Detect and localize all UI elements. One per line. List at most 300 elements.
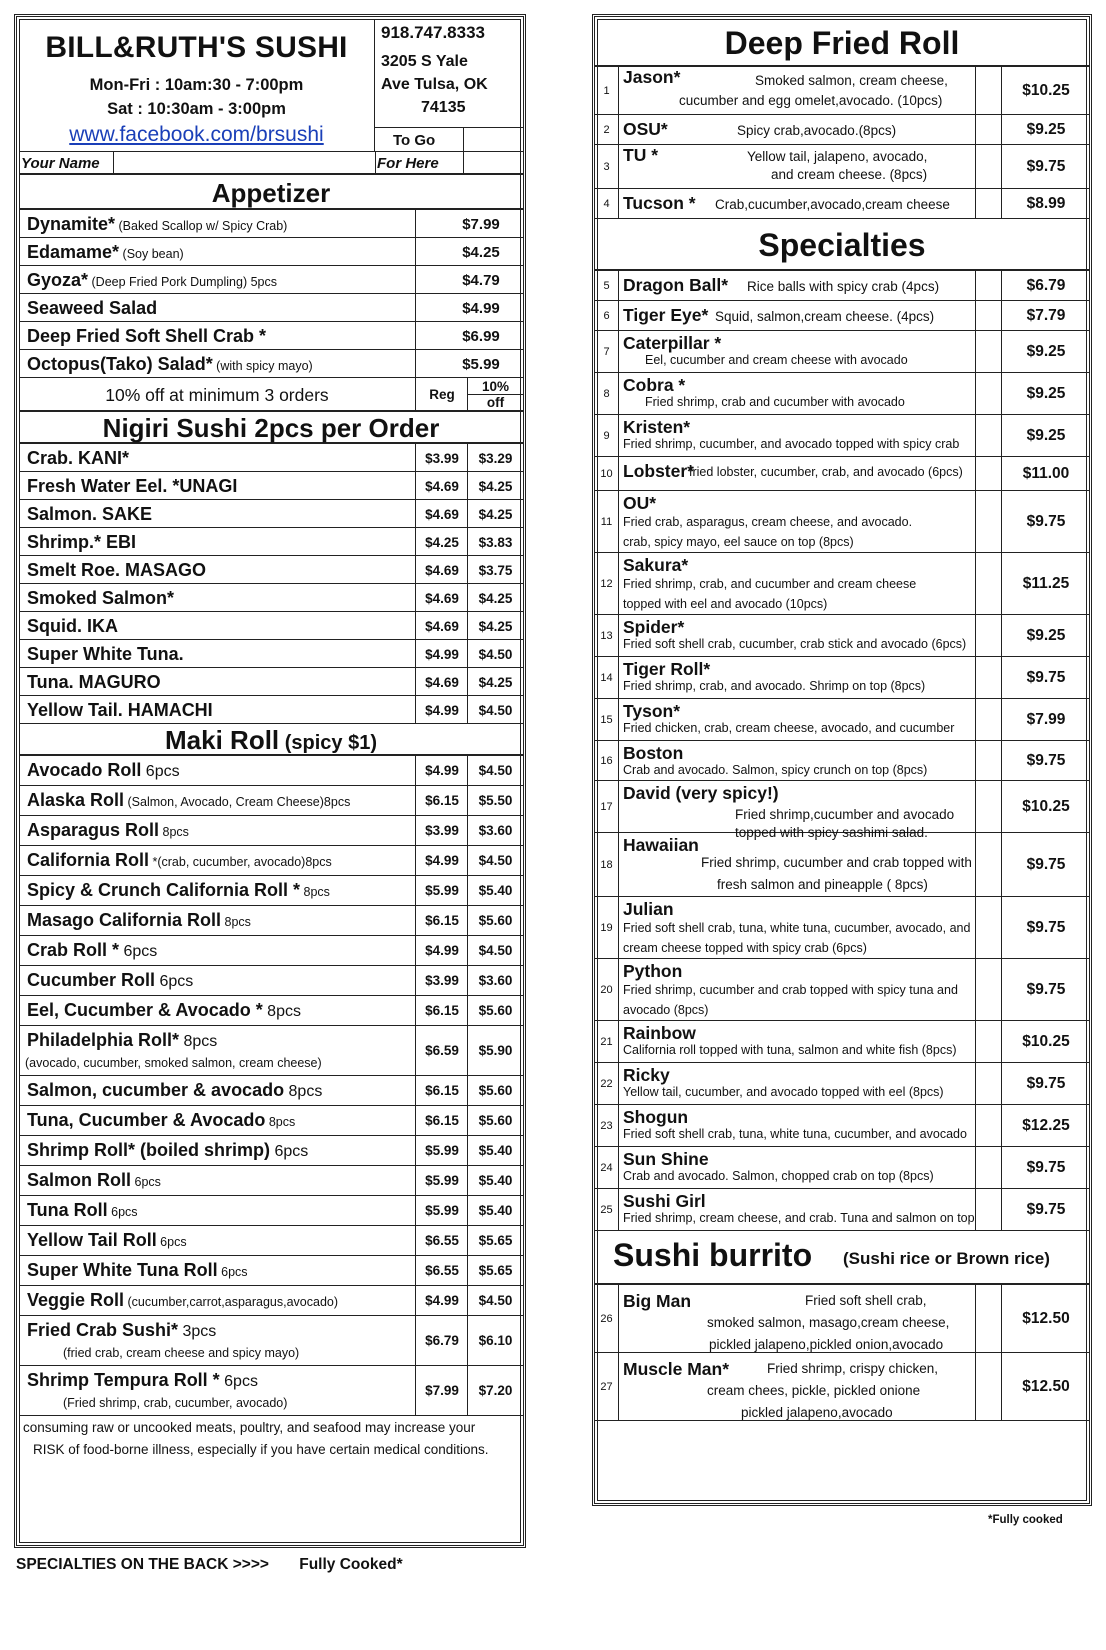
divider bbox=[975, 457, 976, 490]
burrito-item[interactable] bbox=[595, 1285, 1089, 1353]
item-number: 25 bbox=[595, 1189, 619, 1230]
deep-fried-item[interactable] bbox=[595, 189, 1089, 219]
regular-price: $4.99 bbox=[425, 647, 459, 662]
regular-price: $3.99 bbox=[425, 451, 459, 466]
divider bbox=[975, 145, 976, 188]
regular-price: $6.15 bbox=[425, 913, 459, 928]
regular-price: $5.99 bbox=[425, 1173, 459, 1188]
item-desc: Squid, salmon,cream cheese. (4pcs) bbox=[715, 309, 935, 324]
deep-fried-item[interactable] bbox=[595, 67, 1089, 115]
specialty-item[interactable] bbox=[595, 331, 1089, 373]
divider bbox=[1001, 415, 1002, 456]
divider bbox=[1001, 959, 1002, 1020]
item-desc: (Salmon, Avocado, Cream Cheese)8pcs bbox=[124, 795, 351, 809]
specialty-item[interactable] bbox=[595, 1105, 1089, 1147]
discount-row bbox=[19, 378, 523, 412]
section-title-text: Nigiri Sushi 2pcs per Order bbox=[102, 413, 440, 443]
item-number: 6 bbox=[595, 301, 619, 330]
item-desc: smoked salmon, masago,cream cheese, bbox=[707, 1315, 950, 1330]
item-name: Gyoza* (Deep Fried Pork Dumpling) 5pcs bbox=[27, 270, 277, 290]
divider bbox=[415, 816, 416, 845]
discount-price: $4.25 bbox=[478, 591, 513, 606]
divider bbox=[975, 67, 976, 114]
item-number: 24 bbox=[595, 1147, 619, 1188]
appetizer-item[interactable] bbox=[19, 322, 523, 350]
discount-price: $3.75 bbox=[478, 563, 513, 578]
divider bbox=[1001, 491, 1002, 552]
item-number: 20 bbox=[595, 959, 619, 1020]
divider bbox=[415, 668, 416, 695]
divider bbox=[113, 152, 114, 174]
item-desc: Fried shrimp, cream cheese, and crab. Tuna and salmon on top bbox=[623, 1211, 975, 1225]
specialty-item[interactable] bbox=[595, 699, 1089, 741]
discount-price: $5.60 bbox=[478, 1083, 513, 1098]
item-name: Python bbox=[623, 961, 683, 981]
maki-item[interactable] bbox=[19, 1136, 523, 1166]
divider bbox=[415, 696, 416, 723]
nigiri-item[interactable] bbox=[19, 472, 523, 500]
item-name: Salmon. SAKE bbox=[27, 504, 153, 524]
item-price: $7.99 bbox=[462, 216, 500, 233]
specialty-item[interactable] bbox=[595, 373, 1089, 415]
deep-fried-item[interactable] bbox=[595, 145, 1089, 189]
item-pieces: 8pcs bbox=[284, 1083, 323, 1100]
discount-price: $5.60 bbox=[478, 913, 513, 928]
divider bbox=[415, 584, 416, 611]
item-number: 15 bbox=[595, 699, 619, 740]
item-number: 18 bbox=[595, 833, 619, 896]
item-number: 16 bbox=[595, 741, 619, 780]
specialty-item[interactable] bbox=[595, 657, 1089, 699]
item-number: 9 bbox=[595, 415, 619, 456]
regular-price: $4.69 bbox=[425, 591, 459, 606]
appetizer-item[interactable] bbox=[19, 210, 523, 238]
hours-weekday: Mon-Fri : 10am:30 - 7:00pm bbox=[89, 76, 304, 94]
divider bbox=[415, 556, 416, 583]
nigiri-item[interactable] bbox=[19, 556, 523, 584]
fully-cooked-footnote: *Fully cooked bbox=[988, 1514, 1063, 1526]
item-name: Cucumber Roll 6pcs bbox=[27, 970, 194, 990]
divider bbox=[1001, 145, 1002, 188]
item-desc: 8pcs bbox=[300, 885, 330, 899]
divider bbox=[415, 378, 416, 410]
appetizer-item[interactable] bbox=[19, 266, 523, 294]
item-name: Hawaiian bbox=[623, 835, 699, 855]
specialty-item[interactable] bbox=[595, 1189, 1089, 1231]
item-price: $8.99 bbox=[1026, 195, 1066, 212]
divider bbox=[975, 553, 976, 614]
item-name: Lobster* bbox=[623, 461, 694, 481]
item-desc: fried lobster, cucumber, crab, and avocado (6pcs) bbox=[689, 465, 963, 479]
item-price: $10.25 bbox=[1022, 1033, 1070, 1050]
facebook-link[interactable]: www.facebook.com/brsushi bbox=[69, 123, 324, 146]
item-name: OSU* bbox=[623, 119, 668, 139]
maki-item[interactable] bbox=[19, 906, 523, 936]
maki-item[interactable] bbox=[19, 846, 523, 876]
item-name: Sakura* bbox=[623, 555, 689, 575]
divider bbox=[975, 657, 976, 698]
item-desc: 6pcs bbox=[156, 1235, 187, 1249]
maki-item[interactable] bbox=[19, 1316, 523, 1366]
item-number: 7 bbox=[595, 331, 619, 372]
burrito-item[interactable] bbox=[595, 1353, 1089, 1421]
item-name: Shrimp Roll* (boiled shrimp) 6pcs bbox=[27, 1140, 309, 1160]
divider bbox=[975, 833, 976, 896]
item-name: Boston bbox=[623, 743, 684, 763]
divider bbox=[415, 1166, 416, 1195]
item-pieces: 6pcs bbox=[141, 763, 180, 780]
maki-item[interactable] bbox=[19, 1196, 523, 1226]
specialty-item[interactable] bbox=[595, 959, 1089, 1021]
specialty-item[interactable] bbox=[595, 1063, 1089, 1105]
divider bbox=[975, 959, 976, 1020]
item-desc: 8pcs bbox=[265, 1115, 296, 1129]
discount-price: $3.29 bbox=[478, 451, 513, 466]
item-name: Sushi Girl bbox=[623, 1191, 706, 1211]
to-go-option bbox=[375, 127, 523, 151]
divider bbox=[975, 1063, 976, 1104]
item-name: Super White Tuna Roll 6pcs bbox=[27, 1260, 248, 1280]
discount-price: $6.10 bbox=[478, 1333, 513, 1348]
divider bbox=[415, 996, 416, 1025]
discount-price: $4.50 bbox=[478, 943, 513, 958]
item-price: $5.99 bbox=[462, 356, 500, 373]
item-name: Avocado Roll 6pcs bbox=[27, 760, 180, 780]
regular-price: $6.15 bbox=[425, 793, 459, 808]
regular-price: $4.69 bbox=[425, 619, 459, 634]
item-name: Seaweed Salad bbox=[27, 298, 158, 318]
nigiri-item[interactable] bbox=[19, 584, 523, 612]
regular-price: $5.99 bbox=[425, 883, 459, 898]
discount-price: $4.25 bbox=[478, 479, 513, 494]
divider bbox=[415, 786, 416, 815]
specialty-item[interactable] bbox=[595, 781, 1089, 840]
divider bbox=[1001, 657, 1002, 698]
item-name: Tucson * bbox=[623, 193, 696, 213]
item-name: Deep Fried Soft Shell Crab * bbox=[27, 326, 267, 346]
specialty-item[interactable] bbox=[595, 833, 1089, 897]
item-number: 5 bbox=[595, 271, 619, 300]
divider bbox=[1001, 833, 1002, 896]
maki-item[interactable] bbox=[19, 756, 523, 786]
discount-price: $3.83 bbox=[478, 535, 513, 550]
discount-price: $5.65 bbox=[478, 1233, 513, 1248]
maki-item[interactable] bbox=[19, 1226, 523, 1256]
divider bbox=[1001, 897, 1002, 958]
regular-price: $4.69 bbox=[425, 675, 459, 690]
regular-price: $6.15 bbox=[425, 1113, 459, 1128]
discount-price: $5.50 bbox=[478, 793, 513, 808]
divider bbox=[1001, 457, 1002, 490]
item-desc: (Baked Scallop w/ Spicy Crab) bbox=[115, 219, 288, 233]
divider bbox=[415, 294, 416, 321]
item-price: $9.25 bbox=[1026, 343, 1066, 360]
discount-price: $4.50 bbox=[478, 853, 513, 868]
item-name: Eel, Cucumber & Avocado * 8pcs bbox=[27, 1000, 301, 1020]
divider bbox=[415, 1136, 416, 1165]
item-desc: (Soy bean) bbox=[119, 247, 184, 261]
regular-price: $3.99 bbox=[425, 973, 459, 988]
item-price: $9.75 bbox=[1026, 919, 1066, 936]
item-number: 23 bbox=[595, 1105, 619, 1146]
nigiri-item[interactable] bbox=[19, 640, 523, 668]
item-name: Tuna. MAGURO bbox=[27, 672, 161, 692]
item-desc: 8pcs bbox=[221, 915, 251, 929]
specialty-item[interactable] bbox=[595, 415, 1089, 457]
appetizer-item[interactable] bbox=[19, 294, 523, 322]
discount-price: $4.50 bbox=[478, 1293, 513, 1308]
item-desc: Fried crab, asparagus, cream cheese, and avocado. bbox=[623, 515, 913, 529]
item-name: Big Man bbox=[623, 1291, 692, 1311]
divider bbox=[415, 528, 416, 555]
item-desc: Rice balls with spicy crab (4pcs) bbox=[747, 279, 940, 294]
item-price: $10.25 bbox=[1022, 82, 1070, 99]
regular-price: $4.69 bbox=[425, 507, 459, 522]
divider bbox=[415, 238, 416, 265]
item-price: $12.50 bbox=[1022, 1310, 1070, 1327]
divider bbox=[415, 906, 416, 935]
item-desc: (Fried shrimp, crab, cucumber, avocado) bbox=[63, 1396, 288, 1410]
specialty-item[interactable] bbox=[595, 741, 1089, 781]
divider bbox=[975, 301, 976, 330]
specialty-item[interactable] bbox=[595, 1147, 1089, 1189]
item-name: TU * bbox=[623, 145, 658, 165]
divider bbox=[1001, 271, 1002, 300]
divider bbox=[415, 846, 416, 875]
divider bbox=[975, 741, 976, 780]
item-price: $4.79 bbox=[462, 272, 500, 289]
maki-item[interactable] bbox=[19, 1366, 523, 1416]
item-desc: *(crab, cucumber, avocado)8pcs bbox=[149, 855, 332, 869]
item-name: Yellow Tail. HAMACHI bbox=[27, 700, 213, 720]
discount-price: $4.25 bbox=[478, 507, 513, 522]
item-name: Tiger Roll* bbox=[623, 659, 711, 679]
discount-price: $5.60 bbox=[478, 1113, 513, 1128]
specialty-item[interactable] bbox=[595, 615, 1089, 657]
divider bbox=[415, 1316, 416, 1365]
your-name-field[interactable] bbox=[129, 152, 375, 174]
appetizer-item[interactable] bbox=[19, 350, 523, 378]
divider bbox=[975, 271, 976, 300]
item-price: $11.25 bbox=[1022, 575, 1070, 592]
item-name: Masago California Roll 8pcs bbox=[27, 910, 251, 930]
maki-item[interactable] bbox=[19, 1256, 523, 1286]
item-desc: Spicy crab,avocado.(8pcs) bbox=[737, 123, 897, 138]
divider bbox=[975, 331, 976, 372]
nigiri-item[interactable] bbox=[19, 500, 523, 528]
item-desc: Fried shrimp, crab, and avocado. Shrimp on top (8pcs) bbox=[623, 679, 926, 693]
discount-price: $4.50 bbox=[478, 763, 513, 778]
to-go-checkbox[interactable] bbox=[463, 127, 523, 152]
item-name: Fresh Water Eel. *UNAGI bbox=[27, 476, 238, 496]
item-desc: (cucumber,carrot,asparagus,avocado) bbox=[124, 1295, 339, 1309]
divider bbox=[415, 266, 416, 293]
item-price: $9.75 bbox=[1026, 856, 1066, 873]
discount-price: $5.60 bbox=[478, 1003, 513, 1018]
item-name: Smoked Salmon* bbox=[27, 588, 175, 608]
item-name: Sun Shine bbox=[623, 1149, 709, 1169]
address-line-2: Ave Tulsa, OK bbox=[381, 76, 488, 93]
maki-item[interactable] bbox=[19, 1106, 523, 1136]
appetizer-item[interactable] bbox=[19, 238, 523, 266]
nigiri-item[interactable] bbox=[19, 696, 523, 724]
item-desc: fresh salmon and pineapple ( 8pcs) bbox=[717, 877, 928, 892]
maki-item[interactable] bbox=[19, 1076, 523, 1106]
regular-price: $4.99 bbox=[425, 1293, 459, 1308]
discount-price-header bbox=[468, 379, 523, 410]
divider bbox=[1001, 189, 1002, 218]
divider bbox=[415, 210, 416, 237]
item-name: Veggie Roll (cucumber,carrot,asparagus,avocado) bbox=[27, 1290, 339, 1310]
item-name: Smelt Roe. MASAGO bbox=[27, 560, 207, 580]
item-pieces: 3pcs bbox=[178, 1323, 217, 1340]
maki-item[interactable] bbox=[19, 936, 523, 966]
item-desc: (fried crab, cream cheese and spicy mayo) bbox=[63, 1346, 300, 1360]
item-pieces: 8pcs bbox=[179, 1033, 218, 1050]
specialty-item[interactable] bbox=[595, 553, 1089, 615]
item-desc: (avocado, cucumber, smoked salmon, cream cheese) bbox=[25, 1056, 322, 1070]
item-desc: pickled jalapeno,avocado bbox=[741, 1405, 893, 1420]
your-name-label: Your Name bbox=[21, 155, 100, 172]
item-number: 14 bbox=[595, 657, 619, 698]
specialty-item[interactable] bbox=[595, 301, 1089, 331]
item-number: 17 bbox=[595, 781, 619, 832]
nigiri-item[interactable] bbox=[19, 612, 523, 640]
item-number: 2 bbox=[595, 115, 619, 144]
discount-price: $4.50 bbox=[478, 647, 513, 662]
specialty-item[interactable] bbox=[595, 1021, 1089, 1063]
regular-price: $6.15 bbox=[425, 1003, 459, 1018]
divider bbox=[375, 152, 376, 174]
section-title-note: (spicy $1) bbox=[279, 732, 377, 754]
item-price: $9.75 bbox=[1026, 1201, 1066, 1218]
hours-saturday: Sat : 10:30am - 3:00pm bbox=[107, 100, 286, 118]
section-title: Deep Fried Roll bbox=[595, 19, 1089, 67]
item-name: Yellow Tail Roll 6pcs bbox=[27, 1230, 187, 1250]
item-name: Spicy & Crunch California Roll * 8pcs bbox=[27, 880, 330, 900]
specialty-item[interactable] bbox=[595, 897, 1089, 959]
deep-fried-item[interactable] bbox=[595, 115, 1089, 145]
item-name: Kristen* bbox=[623, 417, 691, 437]
nigiri-item[interactable] bbox=[19, 528, 523, 556]
regular-price: $4.69 bbox=[425, 563, 459, 578]
section-title: Specialties bbox=[595, 219, 1089, 271]
discount-price: $5.40 bbox=[478, 1203, 513, 1218]
nigiri-item[interactable] bbox=[19, 444, 523, 472]
item-desc: cucumber and egg omelet,avocado. (10pcs) bbox=[679, 93, 943, 108]
specialty-item[interactable] bbox=[595, 457, 1089, 491]
maki-item[interactable] bbox=[19, 966, 523, 996]
address bbox=[381, 50, 523, 119]
item-desc: (with spicy mayo) bbox=[212, 359, 313, 373]
specialty-item[interactable] bbox=[595, 271, 1089, 301]
item-name: Edamame* (Soy bean) bbox=[27, 242, 184, 262]
item-desc: and cream cheese. (8pcs) bbox=[771, 167, 928, 182]
maki-item[interactable] bbox=[19, 816, 523, 846]
divider bbox=[975, 699, 976, 740]
divider bbox=[975, 491, 976, 552]
item-name: Salmon, cucumber & avocado 8pcs bbox=[27, 1080, 323, 1100]
specialty-item[interactable] bbox=[595, 491, 1089, 553]
item-price: $12.25 bbox=[1022, 1117, 1070, 1134]
section-title-text: Sushi burrito bbox=[613, 1237, 813, 1273]
discount-price: $5.40 bbox=[478, 1173, 513, 1188]
item-desc: Fried soft shell crab, tuna, white tuna, cucumber, avocado, and bbox=[623, 921, 971, 935]
contact-info bbox=[375, 19, 523, 127]
divider bbox=[415, 472, 416, 499]
regular-price: $7.99 bbox=[425, 1383, 459, 1398]
item-name: Crab. KANI* bbox=[27, 448, 130, 468]
item-price: $9.25 bbox=[1026, 121, 1066, 138]
item-price: $9.25 bbox=[1026, 627, 1066, 644]
maki-item[interactable] bbox=[19, 1026, 523, 1076]
hours bbox=[19, 73, 374, 121]
divider bbox=[415, 966, 416, 995]
item-number: 4 bbox=[595, 189, 619, 218]
divider bbox=[415, 1366, 416, 1415]
item-name: Julian bbox=[623, 899, 674, 919]
divider bbox=[415, 322, 416, 349]
divider bbox=[975, 189, 976, 218]
regular-price: $4.99 bbox=[425, 703, 459, 718]
item-number: 1 bbox=[595, 67, 619, 114]
item-desc: Fried soft shell crab, bbox=[805, 1293, 927, 1308]
maki-item[interactable] bbox=[19, 876, 523, 906]
divider bbox=[1001, 699, 1002, 740]
maki-item[interactable] bbox=[19, 996, 523, 1026]
divider bbox=[415, 350, 416, 377]
item-price: $7.99 bbox=[1026, 711, 1066, 728]
regular-price: $4.99 bbox=[425, 853, 459, 868]
item-desc: 6pcs bbox=[107, 1205, 138, 1219]
item-desc: Fried shrimp, crab, and cucumber and cream cheese bbox=[623, 577, 917, 591]
item-name: Super White Tuna. bbox=[27, 644, 184, 664]
divider bbox=[415, 1106, 416, 1135]
maki-item[interactable] bbox=[19, 1166, 523, 1196]
divider bbox=[975, 1147, 976, 1188]
item-price: $4.25 bbox=[462, 244, 500, 261]
item-desc: Yellow tail, cucumber, and avocado topped with eel (8pcs) bbox=[623, 1085, 944, 1099]
regular-price: $6.59 bbox=[425, 1043, 459, 1058]
divider bbox=[1001, 1285, 1002, 1352]
regular-price: $4.69 bbox=[425, 479, 459, 494]
item-desc: Fried soft shell crab, tuna, white tuna, cucumber, and avocado bbox=[623, 1127, 967, 1141]
section-title bbox=[19, 724, 523, 756]
item-name: OU* bbox=[623, 493, 657, 513]
divider bbox=[1001, 741, 1002, 780]
item-price: $9.75 bbox=[1026, 158, 1066, 175]
divider bbox=[415, 612, 416, 639]
item-desc: Fried shrimp,cucumber and avocado bbox=[735, 807, 955, 822]
item-price: $9.75 bbox=[1026, 669, 1066, 686]
discount-price: $5.40 bbox=[478, 1143, 513, 1158]
item-number: 3 bbox=[595, 145, 619, 188]
for-here-checkbox[interactable] bbox=[463, 152, 523, 174]
item-name: Shrimp.* EBI bbox=[27, 532, 137, 552]
divider bbox=[1001, 115, 1002, 144]
item-price: $4.99 bbox=[462, 300, 500, 317]
item-desc: topped with spicy sashimi salad. bbox=[735, 825, 928, 840]
divider bbox=[1001, 1063, 1002, 1104]
fully-cooked-note: Fully Cooked* bbox=[299, 1556, 403, 1573]
front-menu-panel bbox=[14, 14, 526, 1548]
maki-item[interactable] bbox=[19, 1286, 523, 1316]
maki-item[interactable] bbox=[19, 786, 523, 816]
item-desc: 8pcs bbox=[159, 825, 189, 839]
divider bbox=[415, 876, 416, 905]
item-desc: Fried shrimp, cucumber and crab topped with spicy tuna and bbox=[623, 983, 958, 997]
nigiri-item[interactable] bbox=[19, 668, 523, 696]
